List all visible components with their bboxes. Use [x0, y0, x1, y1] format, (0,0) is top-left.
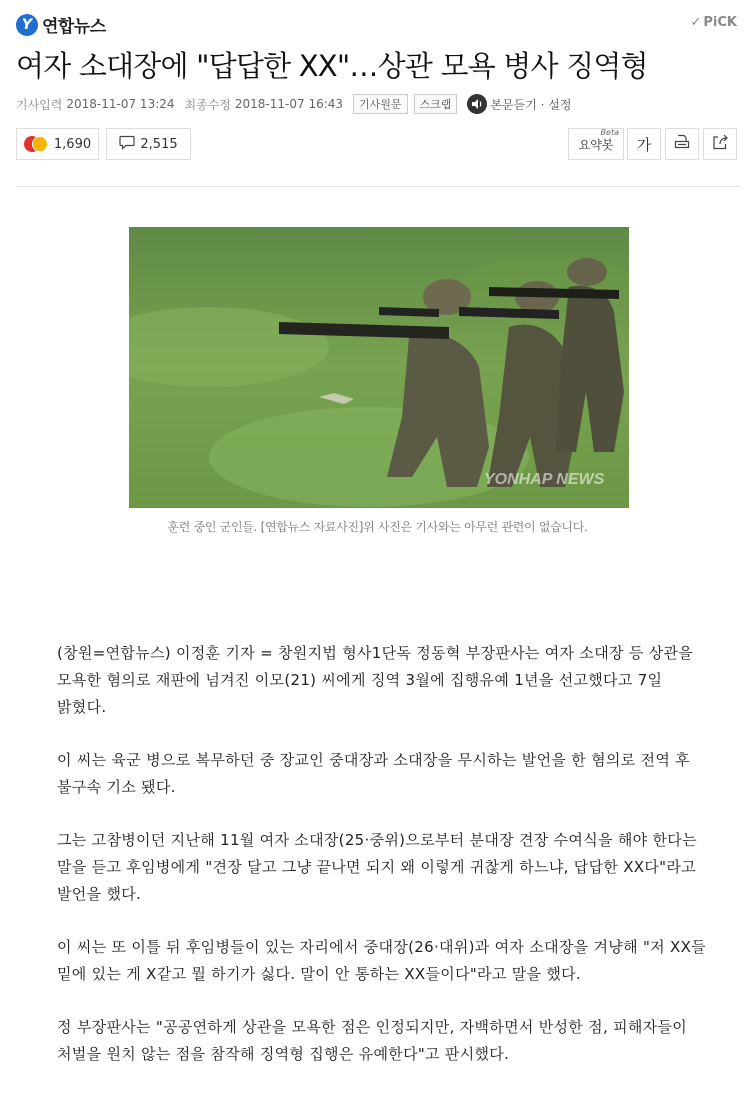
check-icon: ✓: [690, 15, 702, 30]
paragraph: 그는 고참병이던 지난해 11월 여자 소대장(25·중위)으로부터 분대장 견장 수여식을 해야 한다는 말을 듣고 후임병에게 "견장 달고 그냥 끝나면 되지 왜 이렇게 귀찮게 하느냐, 답답한 XX다"라고 발언을 했다.: [57, 831, 697, 903]
article-body: [57, 640, 707, 1094]
pick-badge[interactable]: [690, 15, 737, 30]
press-logo[interactable]: [16, 12, 106, 37]
speaker-icon: [467, 94, 487, 114]
beta-label: Beta: [600, 128, 619, 137]
yonhap-logo-icon: Y: [16, 14, 38, 36]
published-label: 기사입력: [16, 97, 63, 112]
soldiers-photo-illustration: [129, 227, 629, 508]
scrap-button[interactable]: 스크랩: [414, 94, 458, 114]
reaction-emoji-icon: [24, 136, 48, 152]
pick-label: PiCK: [703, 15, 737, 30]
published-date: 2018-11-07 13:24: [66, 97, 175, 111]
modified-date: 2018-11-07 16:43: [234, 97, 344, 111]
summary-label: 요약봇: [578, 137, 614, 152]
paragraph: 이 씨는 또 이틀 뒤 후임병들이 있는 자리에서 중대장(26·대위)과 여자 소대장을 겨냥해 "저 XX들 밑에 있는 게 X같고 뭘 하기가 싫다. 말이 안 통하는 XX들이다"라고 말을 했다.: [57, 938, 706, 983]
article-meta: [16, 94, 571, 114]
article-photo[interactable]: [129, 227, 629, 508]
original-article-button[interactable]: 기사원문: [353, 94, 408, 114]
watermark: YONHAP NEWS: [484, 471, 605, 488]
font-size-button[interactable]: 가: [627, 128, 661, 160]
comment-button[interactable]: [106, 128, 191, 160]
modified-label: 최종수정: [184, 97, 231, 112]
paragraph: (창원=연합뉴스) 이정훈 기자 = 창원지법 형사1단독 정동혁 부장판사는 여자 소대장 등 상관을 모욕한 혐의로 재판에 넘겨진 이모(21) 씨에게 징역 3월에 집행유예 1년을 선고했다고 7일 밝혔다.: [57, 644, 694, 716]
top-bar: [16, 10, 737, 38]
listen-label: 본문듣기 · 설정: [490, 97, 572, 112]
header-divider: [16, 186, 741, 187]
comment-icon: [119, 135, 135, 154]
press-name: 연합뉴스: [42, 17, 106, 37]
happy-emoji-icon: [32, 136, 48, 152]
article-actions: [16, 128, 739, 160]
paragraph: 정 부장판사는 "공공연하게 상관을 모욕한 점은 인정되지만, 자백하면서 반성한 점, 피해자들이 처벌을 원치 않는 점을 참작해 징역형 집행은 유예한다"고 판시했다.: [57, 1018, 688, 1063]
print-icon: [674, 134, 690, 154]
listen-button[interactable]: [467, 94, 571, 114]
reaction-button[interactable]: [16, 128, 99, 160]
share-button[interactable]: [703, 128, 737, 160]
comment-count: 2,515: [140, 136, 178, 152]
paragraph: 이 씨는 육군 병으로 복무하던 중 장교인 중대장과 소대장을 무시하는 발언을 한 혐의로 전역 후 불구속 기소 됐다.: [57, 751, 690, 796]
print-button[interactable]: [665, 128, 699, 160]
reaction-count: 1,690: [53, 136, 92, 152]
photo-caption: 훈련 중인 군인들. [연합뉴스 자료사진]위 사진은 기사와는 아무런 관련이 없습니다.: [167, 520, 588, 534]
article-title: 여자 소대장에 "답답한 XX"…상관 모욕 병사 징역형: [16, 49, 648, 83]
share-icon: [712, 134, 729, 154]
summary-bot-button[interactable]: [568, 128, 624, 160]
